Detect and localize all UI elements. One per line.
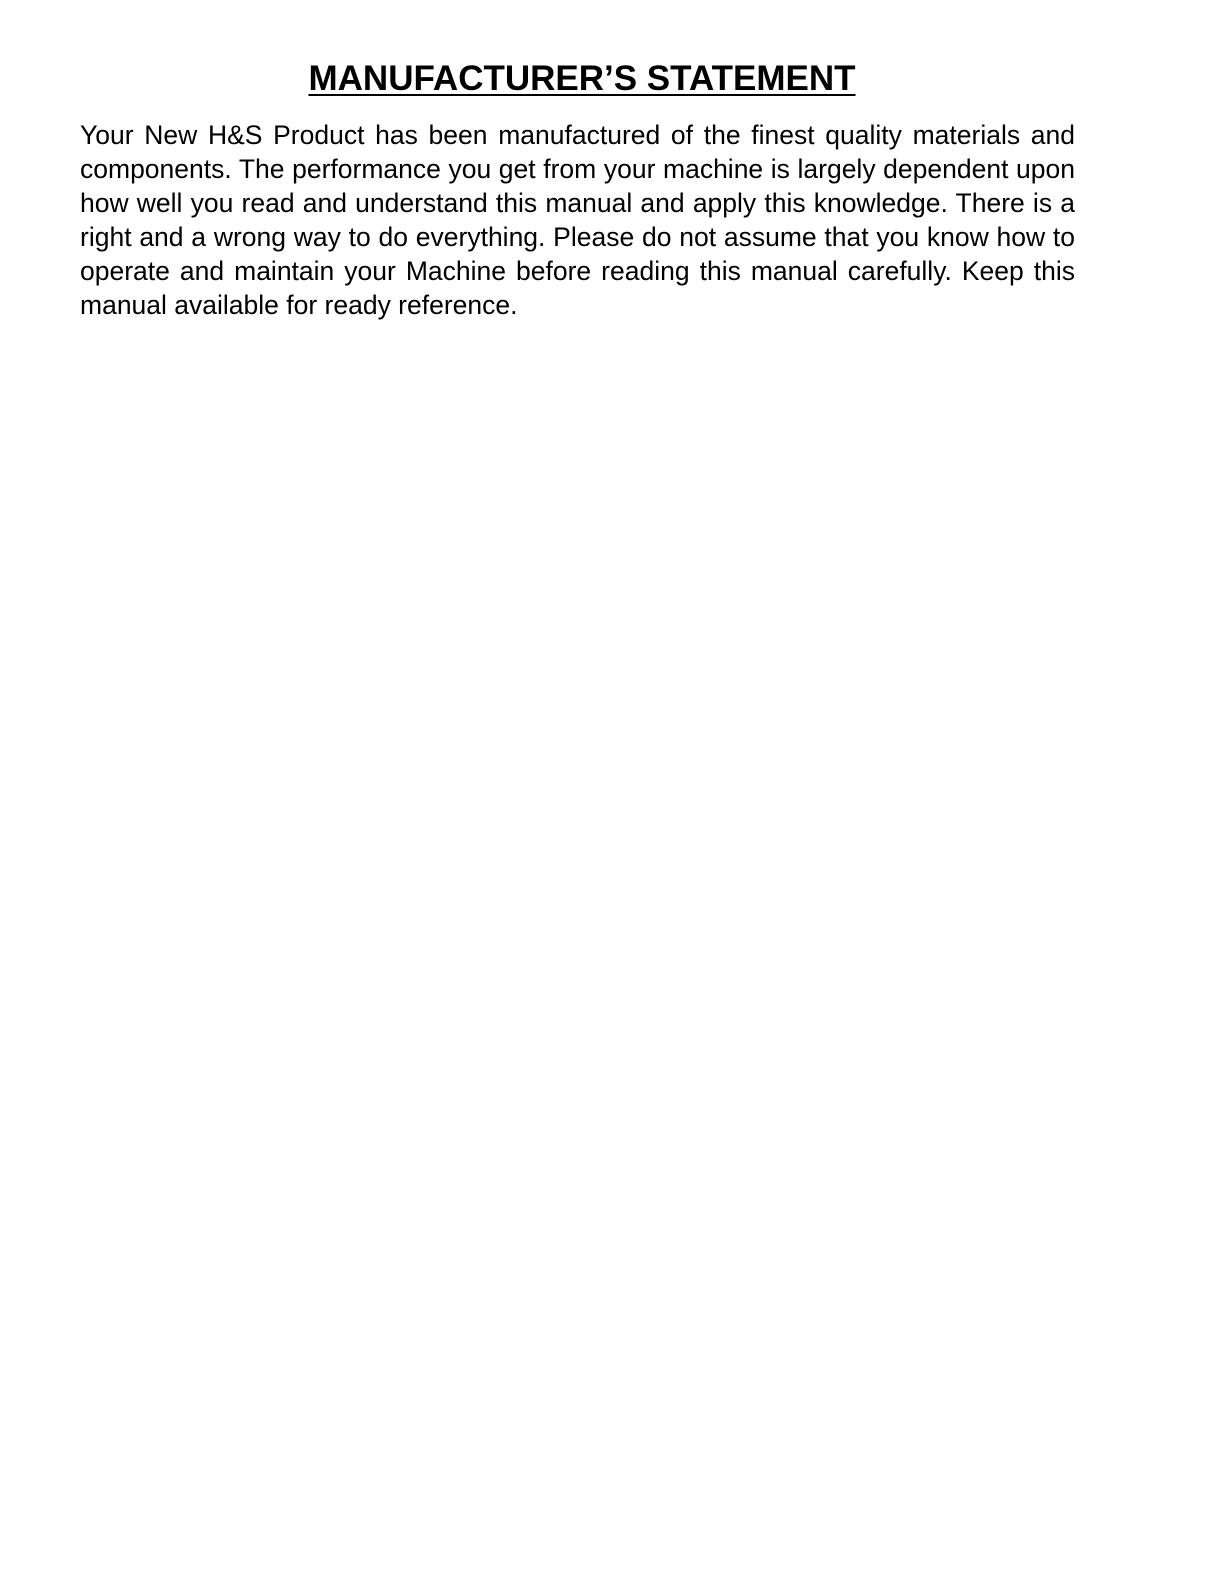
- page-title: MANUFACTURER’S STATEMENT: [308, 59, 856, 98]
- statement-paragraph: Your New H&S Product has been manufactured of the finest quality materials and components. The performance you get from your machine is largely dependent upon how well you read and understand this manual and apply this knowledge. There is a right and a wrong way to do everything. Please do not assume that you know how to operate and maintain your Machine before reading this manual carefully. Keep this manual available for ready reference.: [80, 120, 1075, 320]
